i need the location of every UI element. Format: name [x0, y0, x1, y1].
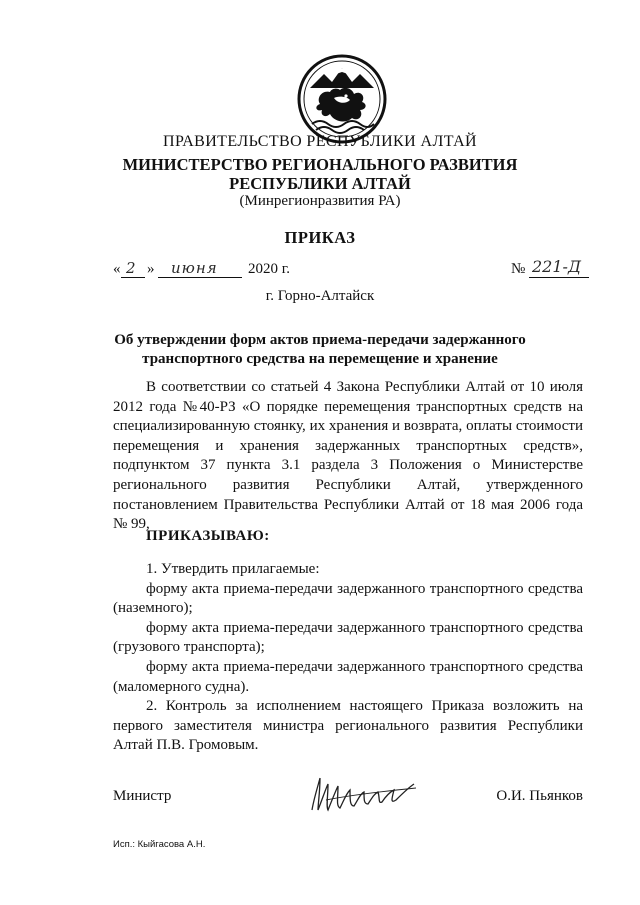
- date-close-quote: »: [147, 261, 155, 277]
- item-2: 2. Контроль за исполнением настоящего Приказа возложить на первого заместителя министра регионального развития Республики Алтай П.В. Громовым.: [113, 698, 583, 754]
- signatory-position: Министр: [113, 788, 172, 804]
- order-number-label: №: [511, 261, 526, 277]
- form-item-3: форму акта приема-передачи задержанного транспортного средства (маломерного судна).: [113, 658, 583, 695]
- order-subject-line2: транспортного средства на перемещение и хранение: [142, 351, 498, 367]
- city: г. Горно-Алтайск: [265, 288, 375, 304]
- ministry-short-name: (Минрегионразвития РА): [239, 193, 401, 209]
- date-day: 2: [126, 259, 136, 277]
- government-title: ПРАВИТЕЛЬСТВО РЕСПУБЛИКИ АЛТАЙ: [163, 133, 477, 150]
- decree-word: ПРИКАЗЫВАЮ:: [146, 528, 270, 544]
- order-number-underline: [529, 277, 589, 278]
- date-day-underline: [121, 277, 145, 278]
- date-open-quote: «: [113, 261, 121, 277]
- handwritten-signature: [306, 770, 426, 820]
- date-month-underline: [158, 277, 242, 278]
- document-type-title: ПРИКАЗ: [284, 228, 356, 247]
- preamble: [113, 378, 583, 535]
- order-subject-line1: Об утверждении форм актов приема-передачи задержанного: [114, 332, 526, 348]
- date-year: 2020 г.: [248, 261, 290, 277]
- signatory-name: О.И. Пьянков: [496, 788, 583, 804]
- preamble-text: В соответствии со статьей 4 Закона Республики Алтай от 10 июля 2012 года №40-РЗ «О порядке перемещения транспортных средств на специализированную стоянку, их хранения и возврата, оплаты стоимости перемещения и хранения задержанных транспортных средств», подпунктом 37 пункта 3.1 раздела 3 Положения о Министерстве регионального развития Республики Алтай, утвержденного постановлением Правительства Республики Алтай от 18 мая 2006 года № 99,: [113, 379, 583, 533]
- order-number: 221-Д: [532, 257, 581, 276]
- item-1: 1. Утвердить прилагаемые:: [146, 561, 320, 577]
- form-item-1: форму акта приема-передачи задержанного транспортного средства (наземного);: [113, 580, 583, 617]
- order-items: [113, 560, 583, 756]
- order-subject: [0, 331, 640, 369]
- form-item-2: форму акта приема-передачи задержанного транспортного средства (грузового транспорта);: [113, 619, 583, 656]
- executor-note: Исп.: Кыйгасова А.Н.: [113, 839, 206, 850]
- date-month: июня: [171, 259, 218, 277]
- ministry-title-line1: МИНИСТЕРСТВО РЕГИОНАЛЬНОГО РАЗВИТИЯ: [122, 155, 518, 174]
- ministry-title-line2: РЕСПУБЛИКИ АЛТАЙ: [229, 174, 411, 193]
